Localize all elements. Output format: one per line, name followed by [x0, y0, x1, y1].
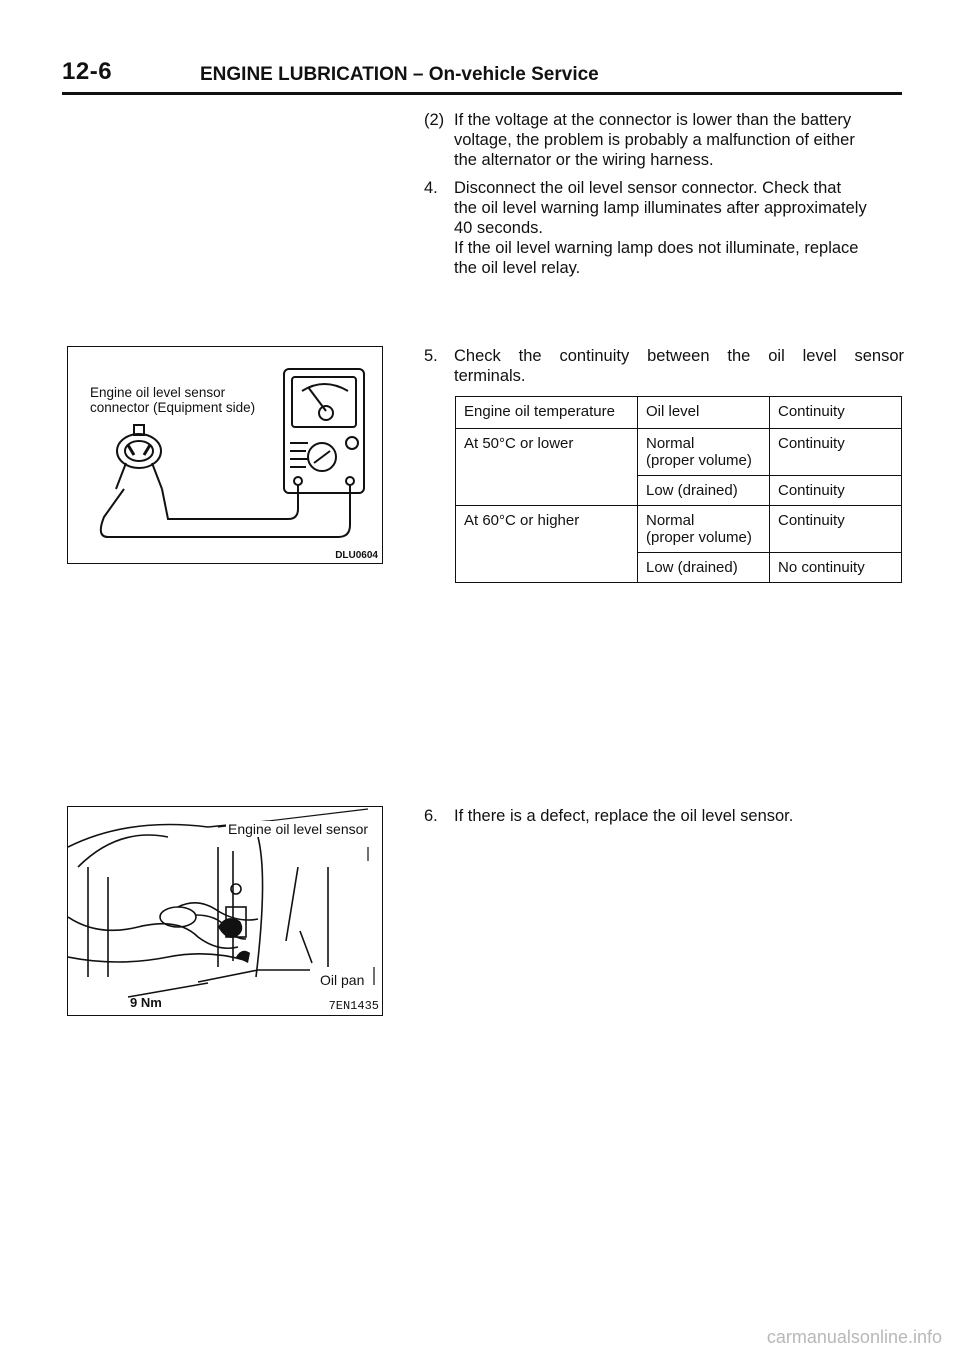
figure-1-code: DLU0604 [335, 550, 378, 561]
table-row [456, 429, 902, 476]
continuity-cell: Continuity [770, 506, 902, 553]
oil-level-text: Normal [646, 435, 695, 452]
figure-1-label-line: Engine oil level sensor [90, 385, 226, 400]
step-2-number: (2) [424, 111, 445, 129]
header-rule [62, 92, 902, 95]
figure-1-label-line: connector (Equipment side) [90, 400, 256, 415]
oil-level-cell: Low (drained) [638, 553, 770, 583]
oil-level-cell [638, 506, 770, 553]
temperature-cell: At 60°C or higher [456, 506, 638, 583]
oil-pan-label: Oil pan [320, 972, 365, 988]
step-2-line: the alternator or the wiring harness. [454, 151, 714, 169]
page-title: ENGINE LUBRICATION – On-vehicle Service [200, 64, 599, 85]
torque-label: 9 Nm [130, 995, 162, 1010]
oil-level-subtext: (proper volume) [646, 529, 752, 546]
step-5-number: 5. [424, 347, 438, 365]
oil-level-cell: Low (drained) [638, 476, 770, 506]
continuity-cell: No continuity [770, 553, 902, 583]
connector-icon [116, 425, 162, 489]
step-6-line: If there is a defect, replace the oil level sensor. [454, 807, 794, 825]
watermark: carmanualsonline.info [766, 1327, 942, 1347]
step-5-line: Check the continuity between the oil level sensor [454, 347, 904, 365]
step-4 [424, 178, 904, 282]
table-header-cell: Engine oil temperature [456, 397, 638, 429]
step-6-number: 6. [424, 807, 438, 825]
figure-1-label [90, 385, 255, 415]
continuity-table [455, 396, 902, 583]
continuity-cell: Continuity [770, 476, 902, 506]
oil-level-subtext: (proper volume) [646, 452, 752, 469]
oil-level-cell [638, 429, 770, 476]
step-4-line: 40 seconds. [454, 219, 543, 237]
continuity-cell: Continuity [770, 429, 902, 476]
step-4-line: the oil level warning lamp illuminates after approximately [454, 199, 867, 217]
temperature-cell: At 50°C or lower [456, 429, 638, 506]
step-2 [424, 110, 904, 172]
table-header-cell: Continuity [770, 397, 902, 429]
table-header-row [456, 397, 902, 429]
step-4-line: If the oil level warning lamp does not illuminate, replace [454, 239, 859, 257]
step-5-line: terminals. [454, 367, 526, 385]
step-2-line: voltage, the problem is probably a malfunction of either [454, 131, 855, 149]
step-4-number: 4. [424, 179, 438, 197]
figure-sensor-location [67, 806, 383, 1016]
step-4-line: the oil level relay. [454, 259, 581, 277]
figure-2-code: 7EN1435 [328, 999, 379, 1013]
multimeter-icon [284, 369, 364, 493]
table-row [456, 506, 902, 553]
step-2-line: If the voltage at the connector is lower than the battery [454, 111, 852, 129]
connector-test-illustration [68, 347, 382, 563]
step-5 [424, 346, 904, 388]
step-4-line: Disconnect the oil level sensor connector. Check that [454, 179, 842, 197]
page-number: 12-6 [62, 58, 113, 85]
oil-level-text: Normal [646, 512, 695, 529]
table-header-cell: Oil level [638, 397, 770, 429]
figure-connector-check [67, 346, 383, 564]
engine-oil-level-sensor-label: Engine oil level sensor [228, 821, 369, 837]
step-6 [424, 806, 904, 828]
